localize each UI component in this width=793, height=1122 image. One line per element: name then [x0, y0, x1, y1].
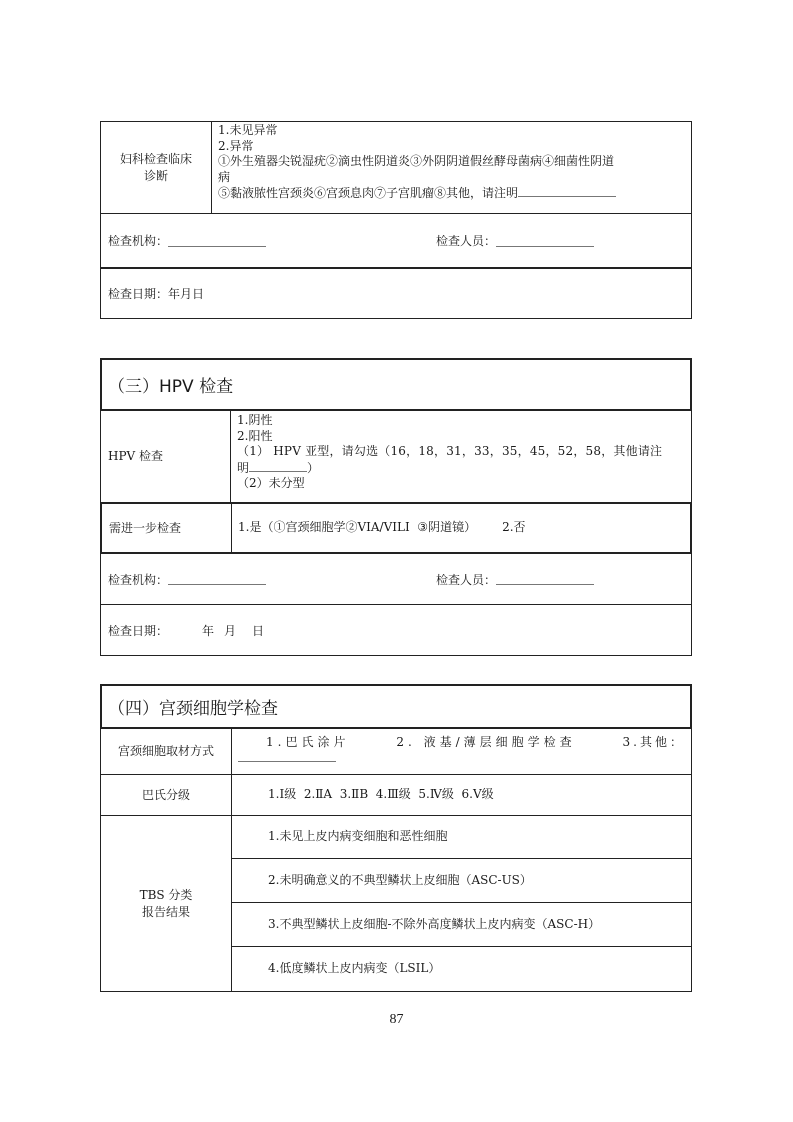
tbs-result-item[interactable] [232, 816, 691, 859]
hpv-untyped-option[interactable]: （2）未分型 [237, 476, 305, 490]
option-abnormal[interactable]: 2.异常 [218, 138, 254, 153]
diagnosis-options [211, 122, 691, 213]
diagnosis-label-line2: 诊断 [143, 168, 168, 183]
hpv-examiner-label: 检查人员： [436, 572, 497, 587]
sampling-label: 宫颈细胞取材方式 [117, 743, 214, 758]
sampling-other-field[interactable] [238, 751, 336, 762]
pap-grade-option-list[interactable]: 1.Ⅰ级 2.ⅡA 3.ⅡB 4.Ⅲ级 5.Ⅳ级 6.Ⅴ级 [268, 787, 494, 802]
examiner-field[interactable] [496, 235, 594, 247]
further-exam-options [231, 504, 690, 552]
hpv-other-field[interactable] [249, 460, 307, 472]
tbs-result-item[interactable] [232, 903, 691, 947]
tbs-result-4: 4.低度鳞状上皮内病变（LSIL） [268, 960, 441, 975]
hpv-section-title: （三）HPV 检查 [108, 377, 234, 397]
hpv-subtype-other-prefix: 明 [237, 460, 250, 475]
option-normal[interactable]: 1.未见异常 [218, 123, 278, 137]
abnormal-detail-line3 [218, 185, 685, 202]
further-exam-row [100, 502, 692, 554]
hpv-date-year[interactable]: 年 [202, 623, 215, 638]
hpv-institution-field[interactable] [168, 573, 266, 585]
cytology-section-title: （四）宫颈细胞学检查 [108, 699, 278, 719]
date-label[interactable]: 检查日期：年月日 [108, 286, 205, 301]
sampling-liquid-option[interactable]: 2. 液基/薄层细胞学检查 [396, 735, 576, 749]
hpv-date-label: 检查日期： [108, 623, 169, 638]
sampling-pap-option[interactable]: 1.巴氏涂片 [266, 735, 350, 749]
diagnosis-label [101, 122, 211, 213]
hpv-negative-option[interactable]: 1.阴性 [237, 413, 273, 427]
hpv-institution-label: 检查机构： [108, 572, 169, 587]
hpv-result-row [100, 409, 692, 503]
further-exam-no-option[interactable]: 2.否 [502, 520, 526, 535]
institution-field[interactable] [168, 235, 266, 247]
hpv-examiner-field[interactable] [496, 573, 594, 585]
cytology-section-header [100, 684, 692, 729]
hpv-positive-option[interactable]: 2.阳性 [237, 428, 273, 443]
pap-grade-label: 巴氏分级 [141, 787, 190, 802]
gyn-exam-table [100, 121, 692, 319]
hpv-subtype-line: （1） HPV 亚型，请勾选（16，18，31，33，35，45，52，58，其他请注 [237, 444, 663, 458]
tbs-row [100, 815, 692, 992]
sampling-row [100, 727, 692, 775]
diagnosis-row [100, 121, 692, 214]
hpv-table [100, 358, 692, 656]
hpv-section-header [100, 358, 692, 411]
institution-row [100, 213, 692, 269]
further-exam-label: 需进一步检查 [109, 520, 182, 535]
page-number: 87 [389, 1012, 404, 1027]
tbs-label-line1: TBS 分类 [139, 887, 193, 902]
hpv-date-month[interactable]: 月 [224, 623, 237, 638]
hpv-date-day[interactable]: 日 [252, 623, 265, 638]
tbs-result-1: 1.未见上皮内病变细胞和恶性细胞 [268, 829, 448, 844]
hpv-subtype-other-suffix: ） [307, 460, 320, 475]
tbs-label [101, 816, 231, 991]
further-exam-yes-option[interactable]: 1.是（①宫颈细胞学②VIA/VILI ③阴道镜） [238, 520, 477, 535]
other-specify-field[interactable] [518, 185, 616, 197]
examiner-label: 检查人员： [436, 234, 497, 248]
tbs-result-item[interactable] [232, 859, 691, 903]
pap-grade-options [231, 775, 691, 815]
abnormal-detail-line2: 病 [218, 169, 231, 184]
tbs-label-line2: 报告结果 [141, 904, 190, 919]
pap-grade-row [100, 774, 692, 816]
hpv-institution-row [100, 553, 692, 605]
tbs-result-2: 2.未明确意义的不典型鳞状上皮细胞（ASC-US） [268, 872, 532, 887]
hpv-label: HPV 检查 [108, 448, 164, 463]
tbs-result-3: 3.不典型鳞状上皮细胞-不除外高度鳞状上皮内病变（ASC-H） [268, 916, 601, 931]
hpv-subtype-other [237, 460, 685, 477]
date-row [100, 267, 692, 319]
sampling-other-option[interactable]: 3.其他： [622, 735, 685, 749]
sampling-options [231, 728, 691, 774]
hpv-options [230, 410, 691, 502]
tbs-result-item[interactable] [232, 947, 691, 990]
tbs-results [231, 816, 691, 991]
institution-label: 检查机构： [108, 234, 169, 248]
abnormal-detail-line1: ①外生殖器尖锐湿疣②滴虫性阴道炎③外阴阴道假丝酵母菌病④细菌性阴道 [218, 154, 615, 168]
abnormal-detail-line3-text: ⑤黏液脓性宫颈炎⑥宫颈息肉⑦子宫肌瘤⑧其他，请注明 [218, 186, 519, 200]
diagnosis-label-line1: 妇科检查临床 [119, 151, 192, 166]
hpv-date-row [100, 604, 692, 656]
cytology-table [100, 684, 692, 992]
